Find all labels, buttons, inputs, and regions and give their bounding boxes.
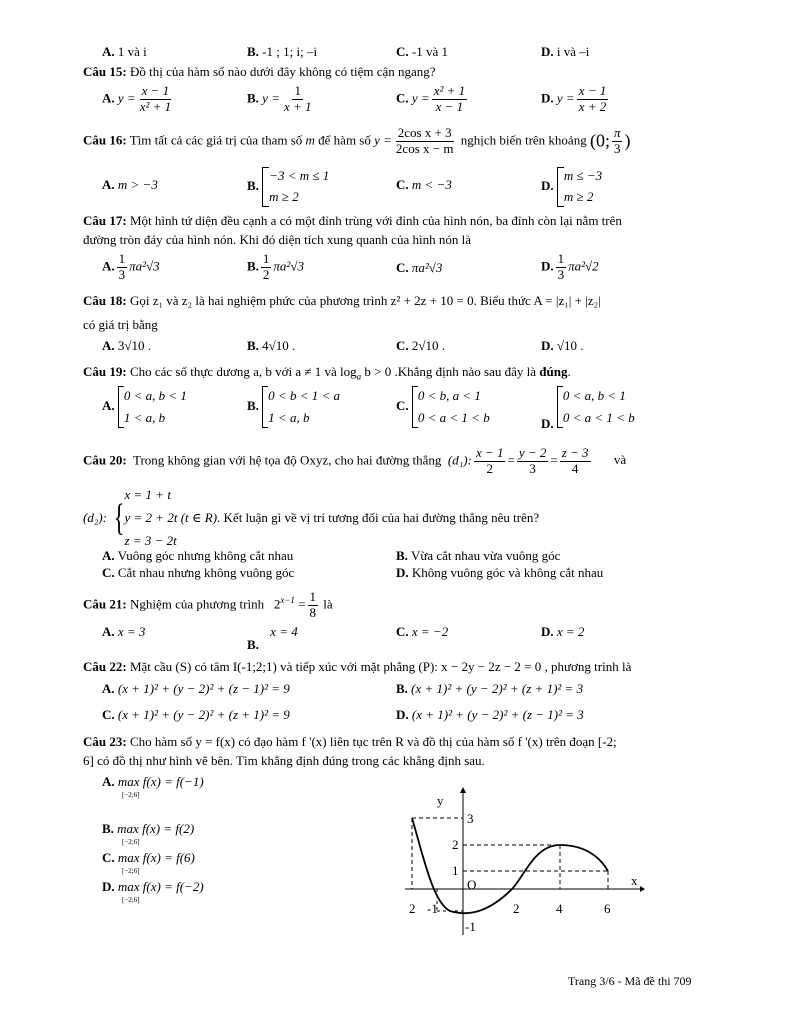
q23-stem-line2: 6] có đồ thị như hình vẽ bên. Tìm khẳng định đúng trong các khẳng định sau. <box>83 753 485 768</box>
q14-option-a: A. 1 và i <box>102 44 147 59</box>
q16-option-b: B. −3 < m ≤ 1 m ≥ 2 <box>247 166 329 208</box>
tick-ym1: -1 <box>465 919 476 934</box>
q16-stem: Câu 16: Tìm tất cả các giá trị của tham số m để hàm số y = $\frac{\text{2cos x + 3}}{\text{2cos x − m}}$ nghịch biến trên khoảng (0; $\frac{\pi}{3}$ ) <box>83 125 631 156</box>
y-axis-label: y <box>437 793 444 808</box>
q15-option-a: A. y = $\frac{x - 1}{\text{x² + 1}}$ <box>102 83 172 114</box>
tick-x-m1: -1 <box>427 901 438 916</box>
q16-option-a: A. m > −3 <box>102 177 158 192</box>
q15-stem: Câu 15: Đồ thị của hàm số nào dưới đây không có tiệm cận ngang? <box>83 64 436 79</box>
q19-option-c: C. 0 < b, a < 1 0 < a < 1 < b <box>396 385 490 429</box>
y-axis-arrow <box>460 787 466 793</box>
q18-stem-line2: có giá trị bằng <box>83 317 158 332</box>
tick-x4: 4 <box>556 901 563 916</box>
x-axis-label: x <box>631 873 638 888</box>
q21-stem: Câu 21: Nghiệm của phương trình $2^{x-1}$ = $\frac{1}{8}$ là <box>83 589 333 620</box>
q18-option-a: A. 3√10 . <box>102 338 152 353</box>
q20-option-c: C. Cắt nhau nhưng không vuông góc <box>102 565 295 580</box>
q23-stem-line1: Câu 23: Cho hàm số y = f(x) có đạo hàm f '(x) liên tục trên R và đồ thị của hàm số f '(x) trên đoạn [-2; <box>83 734 617 749</box>
q23-option-a: A. max f(x) = f(−1) <box>102 774 204 789</box>
q19-stem: Câu 19: Cho các số thực dương a, b với a ≠ 1 và $\log_a b > 0$ .Khẳng định nào sau đây là đúng. <box>83 364 571 382</box>
q18-option-b: B. 4√10 . <box>247 338 296 353</box>
q23-option-b: B. max f(x) = f(2) <box>102 821 195 836</box>
tick-y3: 3 <box>467 811 474 826</box>
q17-option-a: A. $\frac{1}{3}$ πa²√3 <box>102 251 160 282</box>
q14-option-d: D. i và –i <box>541 44 590 59</box>
q22-option-a: A. (x + 1)² + (y − 2)² + (z − 1)² = 9 <box>102 681 290 696</box>
derivative-graph <box>395 785 645 940</box>
q17-option-b: B. $\frac{1}{2}$ πa²√3 <box>247 251 304 282</box>
derivative-curve <box>412 818 608 913</box>
q17-stem-line1: Câu 17: Một hình tứ diện đều cạnh a có một đỉnh trùng với đỉnh của hình nón, ba đỉnh còn lại nằm trên <box>83 213 622 228</box>
q14-option-c: C. -1 và 1 <box>396 44 448 59</box>
q22-stem: Câu 22: Mặt cầu (S) có tâm I(-1;2;1) và tiếp xúc với mặt phẳng (P): x − 2y − 2z − 2 = 0 , phương trình là <box>83 659 632 674</box>
tick-x-m2: 2 <box>409 901 416 916</box>
q16-option-d: D. m ≤ −3 m ≥ 2 <box>541 166 602 208</box>
q19-option-b: B. 0 < b < 1 < a 1 < a, b <box>247 385 340 429</box>
q23-option-a-limit: [−2;6] <box>122 791 140 799</box>
q21-option-b: B. x = 4 <box>247 624 298 652</box>
q21-option-d: D. x = 2 <box>541 624 585 639</box>
q17-option-d: D. $\frac{1}{3}$ πa²√2 <box>541 251 599 282</box>
origin-label: O <box>467 877 477 892</box>
q23-option-b-limit: [−2;6] <box>122 838 140 846</box>
q22-option-c: C. (x + 1)² + (y − 2)² + (z + 1)² = 9 <box>102 707 290 722</box>
q23-option-d-limit: [−2;6] <box>122 896 140 904</box>
q16-option-c: C. m < −3 <box>396 177 452 192</box>
q20-stem-line2: (d₂): {x = 1 + t y = 2 + 2t (t ∈ R) z = 3 − 2t. Kết luận gì về vị trí tương đối của hai đường thẳng nêu trên? <box>83 487 540 548</box>
q23-option-c-limit: [−2;6] <box>122 867 140 875</box>
q14-option-b: B. -1 ; 1; i; –i <box>247 44 318 59</box>
q19-option-d: D. 0 < a, b < 1 0 < a < 1 < b <box>541 388 635 432</box>
tick-y2: 2 <box>452 837 459 852</box>
q15-option-c: C. y = $\frac{\text{x² + 1}}{x - 1}$ <box>396 83 466 114</box>
tick-x2: 2 <box>513 901 520 916</box>
q18-option-c: C. 2√10 . <box>396 338 446 353</box>
q17-stem-line2: đường tròn đáy của hình nón. Khi đó diện tích xung quanh của hình nón là <box>83 232 471 247</box>
q23-option-c: C. max f(x) = f(6) <box>102 850 195 865</box>
q20-option-b: B. Vừa cắt nhau vừa vuông góc <box>396 548 561 563</box>
x-axis-arrow <box>640 886 645 892</box>
q20-option-d: D. Không vuông góc và không cắt nhau <box>396 565 604 580</box>
tick-y1: 1 <box>452 863 459 878</box>
q20-option-a: A. Vuông góc nhưng không cắt nhau <box>102 548 294 563</box>
q18-option-d: D. √10 . <box>541 338 584 353</box>
q15-option-d: D. y = $\frac{x - 1}{x + 2}$ <box>541 83 607 114</box>
q18-stem-line1: Câu 18: Gọi z₁ và z₂ là hai nghiệm phức của phương trình z² + 2z + 10 = 0. Biểu thức A = |z₁| + |z₂| <box>83 293 601 308</box>
page-footer: Trang 3/6 - Mã đề thi 709 <box>568 974 692 988</box>
q21-option-a: A. x = 3 <box>102 624 146 639</box>
q19-option-a: A. 0 < a, b < 1 1 < a, b <box>102 385 187 429</box>
q22-option-b: B. (x + 1)² + (y − 2)² + (z + 1)² = 3 <box>396 681 584 696</box>
q22-option-d: D. (x + 1)² + (y − 2)² + (z − 1)² = 3 <box>396 707 584 722</box>
q23-option-d: D. max f(x) = f(−2) <box>102 879 204 894</box>
q15-option-b: B. y = $\frac{1}{x + 1}$ <box>247 83 312 114</box>
q21-option-c: C. x = −2 <box>396 624 449 639</box>
tick-x6: 6 <box>604 901 611 916</box>
q20-stem-line1: Câu 20: Trong không gian với hệ tọa độ Oxyz, cho hai đường thẳng (d₁): $\frac{x - 1}{2}$ = $\frac{y - 2}{3}$ = $\frac{z - 3}{4}$ và <box>83 445 627 476</box>
q17-option-c: C. πa²√3 <box>396 260 443 275</box>
